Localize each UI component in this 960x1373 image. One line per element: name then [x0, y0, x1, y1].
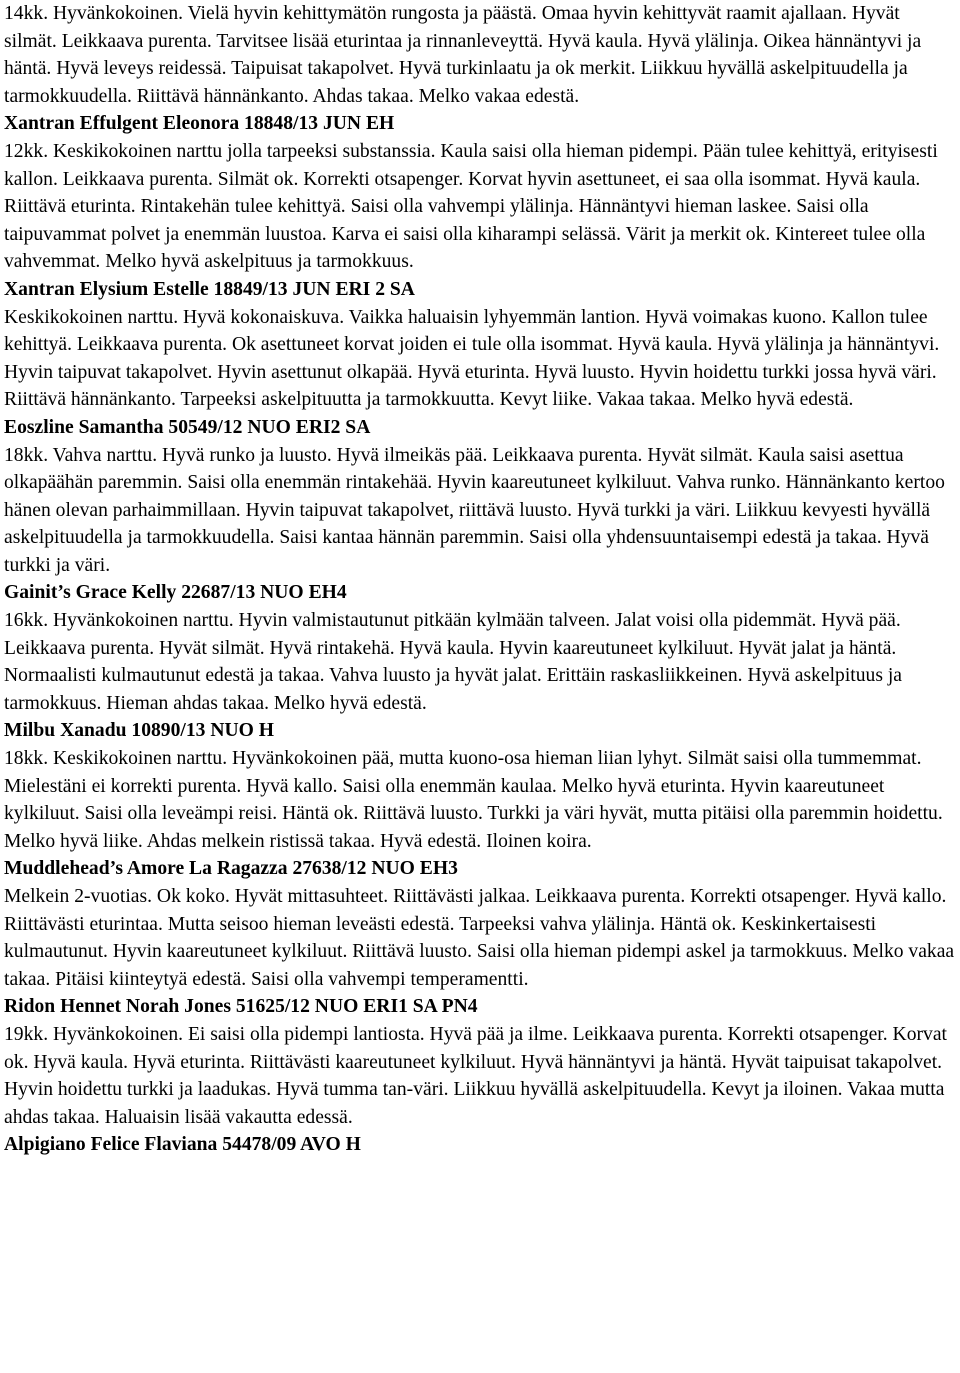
entry-title: Alpigiano Felice Flaviana 54478/09 AVO H	[4, 1134, 361, 1156]
entry-body: Melkein 2-vuotias. Ok koko. Hyvät mittasuhteet. Riittävästi jalkaa. Leikkaava purenta. Korrekti otsapenger. Hyvä kallo. Riittävästi eturintaa. Mutta seisoo hieman leveästi edestä. Tarpeeksi vahva ylälinja. Häntä ok. Keskinkertaisesti kulmautunut. Hyvin kaareutuneet kylkiluut. Riittävä luusto. Saisi olla hieman pidempi askel ja tarmokkuus. Melko vakaa takaa. Pitäisi kiinteytyä edestä. Saisi olla vahvempi temperamentti.	[4, 886, 955, 990]
entry-title: Xantran Effulgent Eleonora 18848/13 JUN EH	[4, 113, 395, 135]
entry-title: Muddlehead’s Amore La Ragazza 27638/12 NUO EH3	[4, 858, 458, 880]
entry-body: Keskikokoinen narttu. Hyvä kokonaiskuva. Vaikka haluaisin lyhyemmän lantion. Hyvä voimakas kuono. Kallon tulee kehittyä. Leikkaava purenta. Ok asettuneet korvat joiden ei tule olla isommat. Hyvä kaula. Hyvä ylälinja ja hännäntyvi. Hyvin taipuvat takapolvet. Hyvin asettunut olkapää. Hyvä eturinta. Hyvä luusto. Hyvin hoidettu turkki jossa hyvä väri. Riittävä hännänkanto. Tarpeeksi askelpituutta ja tarmokkuutta. Kevyt liike. Vakaa takaa. Melko hyvä edestä.	[4, 306, 940, 411]
entry-body: 18kk. Vahva narttu. Hyvä runko ja luusto. Hyvä ilmeikäs pää. Leikkaava purenta. Hyvät silmät. Kaula saisi asettua olkapäähän paremmin. Saisi olla enemmän rintakehää. Hyvin kaareutuneet kylkiluut. Vahva runko. Hännänkanto kertoo hänen olevan parhaimmillaan. Hyvin taipuvat takapolvet, riittävä luusto. Hyvä turkki ja väri. Liikkuu kevyesti hyvällä askelpituudella ja tarmokkuudella. Saisi kantaa hännän paremmin. Saisi olla yhdensuuntaisempi edestä ja takaa. Hyvä turkki ja väri.	[4, 444, 945, 576]
entry-title: Eoszline Samantha 50549/12 NUO ERI2 SA	[4, 416, 371, 438]
entry-title: Milbu Xanadu 10890/13 NUO H	[4, 720, 275, 742]
entry-body: 12kk. Keskikokoinen narttu jolla tarpeeksi substanssia. Kaula saisi olla hieman pidempi. Pään tulee kehittyä, erityisesti kallon. Leikkaava purenta. Silmät ok. Korrekti otsapenger. Korvat hyvin asettuneet, ei saa olla isommat. Hyvä kaula. Riittävä eturinta. Rintakehän tulee kehittyä. Saisi olla vahvempi ylälinja. Hännäntyvi hieman laskee. Saisi olla taipuvammat polvet ja enemmän luustoa. Karva ei saisi olla kiharampi selässä. Värit ja merkit ok. Kintereet tulee olla vahvemmat. Melko hyvä askelpituus ja tarmokkuus.	[4, 140, 938, 273]
intro-paragraph: 14kk. Hyvänkokoinen. Vielä hyvin kehittymätön rungosta ja päästä. Omaa hyvin kehittyvät raamit ajallaan. Hyvät silmät. Leikkaava purenta. Tarvitsee lisää eturintaa ja rinnanleveyttä. Hyvä kaula. Hyvä ylälinja. Oikea hännäntyvi ja häntä. Hyvä leveys reidessä. Taipuisat takapolvet. Hyvä turkinlaatu ja ok merkit. Liikkuu hyvällä askelpituudella ja tarmokkuudella. Riittävä hännänkanto. Ahdas takaa. Melko vakaa edestä.	[4, 3, 922, 107]
entry-body: 19kk. Hyvänkokoinen. Ei saisi olla pidempi lantiosta. Hyvä pää ja ilme. Leikkaava purenta. Korrekti otsapenger. Korvat ok. Hyvä kaula. Hyvä eturinta. Riittävästi kaareutuneet kylkiluut. Hyvä hännäntyvi ja häntä. Hyvät taipuisat takapolvet. Hyvin hoidettu turkki ja laadukas. Hyvä tumma tan-väri. Liikkuu hyvällä askelpituudella. Kevyt ja iloinen. Vakaa mutta ahdas takaa. Haluaisin lisää vakautta edessä.	[4, 1023, 947, 1128]
entry-title: Gainit’s Grace Kelly 22687/13 NUO EH4	[4, 582, 347, 604]
entry-body: 16kk. Hyvänkokoinen narttu. Hyvin valmistautunut pitkään kylmään talveen. Jalat voisi olla pidemmät. Hyvä pää. Leikkaava purenta. Hyvät silmät. Hyvä rintakehä. Hyvä kaula. Hyvin kaareutuneet kylkiluut. Hyvät jalat ja häntä. Normaalisti kulmautunut edestä ja takaa. Vahva luusto ja hyvät jalat. Erittäin raskasliikkeinen. Hyvä askelpituus ja tarmokkuus. Hieman ahdas takaa. Melko hyvä edestä.	[4, 610, 902, 714]
entry-title: Xantran Elysium Estelle 18849/13 JUN ERI 2 SA	[4, 278, 415, 300]
entry-body: 18kk. Keskikokoinen narttu. Hyvänkokoinen pää, mutta kuono-osa hieman liian lyhyt. Silmät saisi olla tummemmat. Mielestäni ei korrekti purenta. Hyvä kallo. Saisi olla enemmän kaulaa. Melko hyvä eturinta. Hyvin kaareutuneet kylkiluut. Saisi olla leveämpi reisi. Häntä ok. Riittävä luusto. Turkki ja väri hyvät, mutta pitäisi olla paremmin hoidettu. Melko hyvä liike. Ahdas melkein ristissä takaa. Hyvä edestä. Iloinen koira.	[4, 748, 943, 852]
entry-title: Ridon Hennet Norah Jones 51625/12 NUO ERI1 SA PN4	[4, 996, 478, 1018]
